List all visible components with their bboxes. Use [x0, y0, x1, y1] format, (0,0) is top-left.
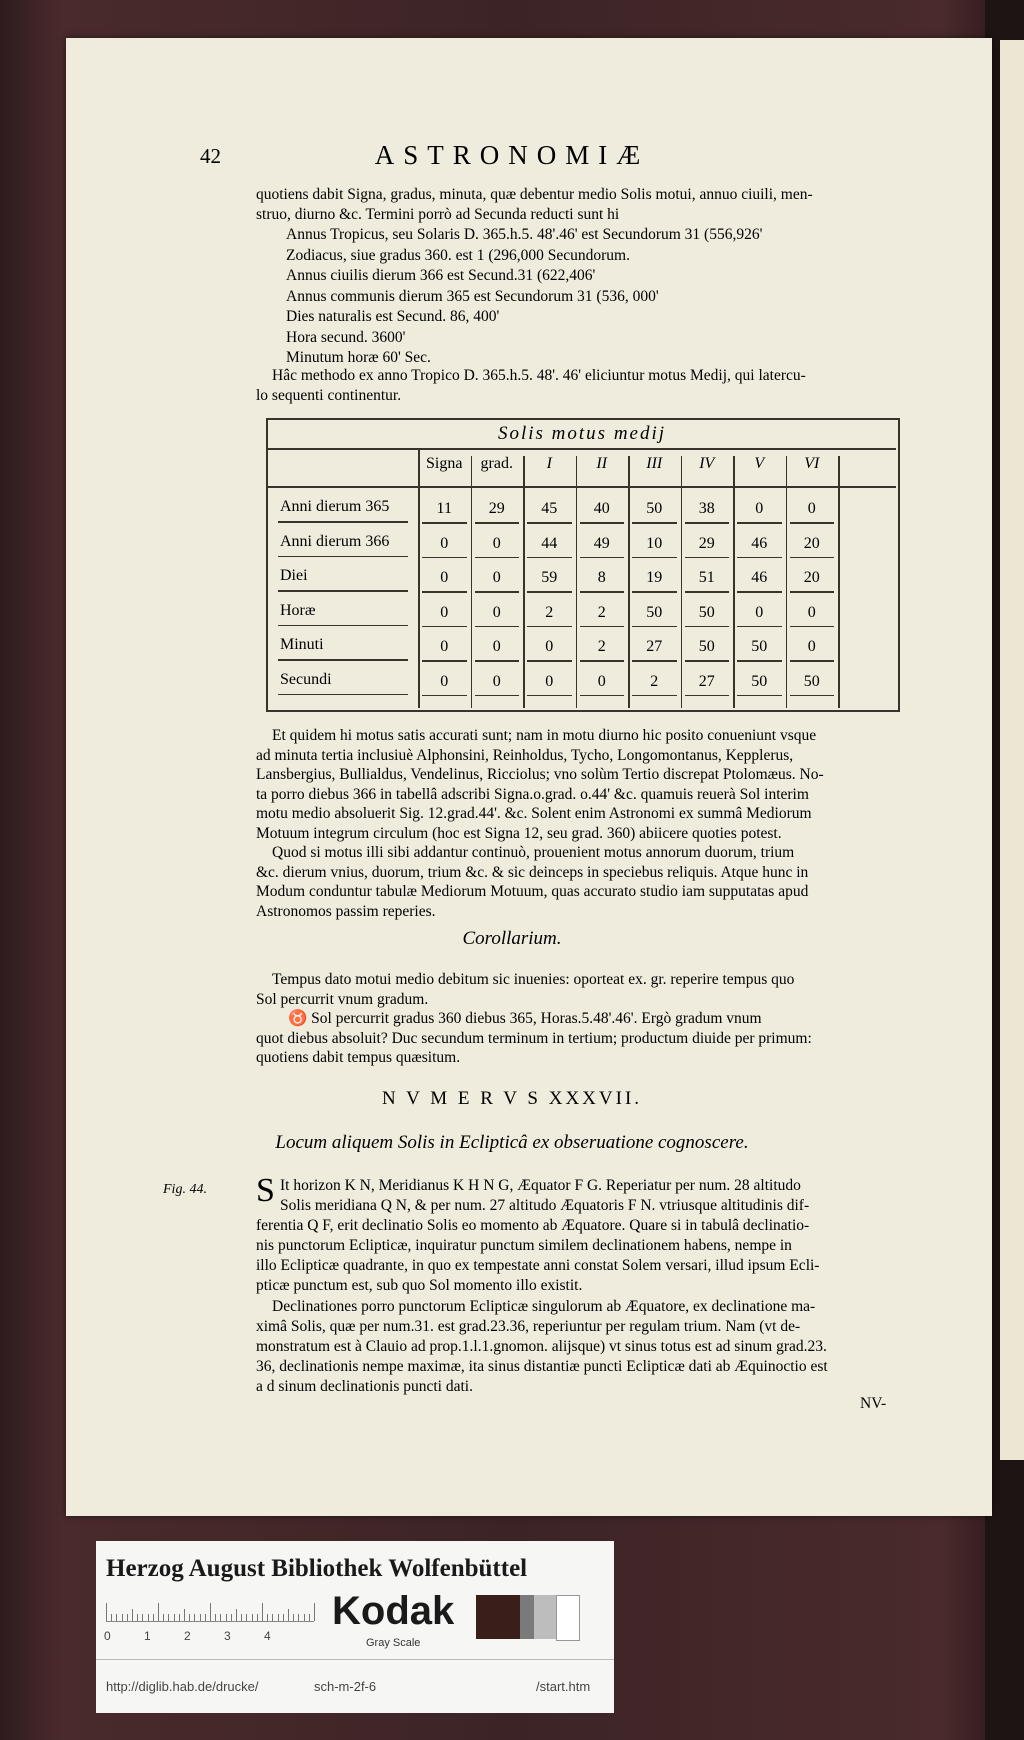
ruler-tick: [236, 1609, 237, 1621]
ruler-number: 4: [264, 1629, 271, 1643]
ruler-tick: [200, 1614, 201, 1621]
table-cell: 0: [440, 603, 449, 621]
text-line: Solis meridiana Q N, & per num. 27 altitudo Æquatoris F N. vtriusque altitudinis dif-: [280, 1197, 810, 1214]
row-rule: [278, 694, 408, 696]
ruler-tick: [241, 1614, 242, 1621]
table-cell: 0: [440, 534, 449, 552]
cell-rule: [422, 695, 467, 697]
column-header: IV: [699, 455, 715, 472]
cell-rule: [527, 695, 572, 697]
ruler-tick: [226, 1614, 227, 1621]
row-label: Anni dierum 366: [280, 532, 390, 550]
numerus-title: N V M E R V S XXXVII.: [381, 1088, 643, 1109]
column-header: VI: [804, 455, 820, 472]
row-rule: [278, 625, 408, 627]
ruler-tick: [262, 1603, 263, 1621]
table-cell: 0: [807, 638, 816, 655]
ruler-tick: [309, 1614, 310, 1621]
row-label: Diei: [280, 567, 308, 584]
row-label: Minuti: [280, 636, 324, 653]
ruler-tick: [278, 1614, 279, 1621]
ruler-tick: [210, 1603, 211, 1621]
text-line: Sol percurrit vnum gradum.: [256, 990, 429, 1008]
text-line: Dies naturalis est Secund. 86, 400': [286, 308, 500, 325]
cell-rule: [475, 522, 520, 524]
cell-rule: [790, 522, 835, 524]
cell-rule: [790, 660, 835, 662]
ruler-tick: [231, 1614, 232, 1621]
cell-rule: [737, 626, 782, 628]
text-line: quotiens dabit Signa, gradus, minuta, quæ debentur medio Solis motui, annuo ciuili, men-: [256, 186, 813, 203]
text-line: ♉ Sol percurrit gradus 360 diebus 365, Horas.5.48'.46'. Ergò gradum vnum: [288, 1010, 762, 1027]
ruler-number: 1: [144, 1629, 151, 1643]
cell-rule: [632, 557, 677, 559]
ruler-tick: [288, 1609, 289, 1621]
text-line: Hora secund. 3600': [286, 328, 406, 346]
table-cell: 0: [440, 569, 449, 586]
table-cell: 29: [488, 500, 505, 517]
ruler-number: 2: [184, 1629, 191, 1643]
url-end: /start.htm: [536, 1679, 591, 1694]
table-cell: 0: [492, 534, 501, 552]
catchword: NV-: [860, 1395, 887, 1412]
table-cell: 2: [597, 638, 606, 655]
cell-rule: [527, 591, 572, 593]
cell-rule: [422, 626, 467, 628]
cell-rule: [737, 591, 782, 593]
cell-rule: [580, 522, 625, 524]
row-rule: [278, 556, 408, 558]
ruler-tick: [158, 1603, 159, 1621]
running-head: ASTRONOMIÆ: [374, 140, 650, 170]
text-line: Hâc methodo ex anno Tropico D. 365.h.5. 48'. 46' eliciuntur motus Medij, qui latercu-: [272, 367, 806, 384]
cell-rule: [685, 626, 730, 628]
ruler-tick: [174, 1614, 175, 1621]
ruler-tick: [272, 1614, 273, 1621]
card-divider: [96, 1659, 614, 1660]
text-line: 36, declinationis nempe maximæ, ita sinus distantiæ puncti Eclipticæ dati ab Æquinoctio est: [256, 1358, 828, 1375]
table-cell: 38: [698, 500, 715, 517]
cell-rule: [580, 591, 625, 593]
table-cell: 20: [803, 534, 820, 552]
url-base: http://diglib.hab.de/drucke/: [106, 1679, 259, 1694]
column-header: V: [754, 455, 765, 472]
table-column-rule: [418, 448, 420, 708]
cell-rule: [580, 557, 625, 559]
table-column-rule: [733, 456, 735, 708]
column-header: II: [596, 455, 608, 472]
library-name: Herzog August Bibliothek Wolfenbüttel: [106, 1555, 528, 1582]
cell-rule: [422, 660, 467, 662]
column-header: grad.: [480, 455, 513, 472]
cell-rule: [685, 695, 730, 697]
gray-patch: [534, 1595, 556, 1639]
ruler-tick: [298, 1614, 299, 1621]
table-cell: 50: [751, 672, 768, 690]
cell-rule: [527, 557, 572, 559]
text-line: Zodiacus, siue gradus 360. est 1 (296,000 Secundorum.: [286, 246, 630, 264]
gray-patch: [476, 1595, 520, 1639]
row-label: Secundi: [280, 670, 332, 688]
scale-ruler: [106, 1601, 314, 1622]
table-cell: 0: [545, 638, 554, 655]
ruler-number: 3: [224, 1629, 231, 1643]
facing-page-sliver: [1000, 40, 1024, 1460]
gray-scale-label: Gray Scale: [366, 1637, 421, 1649]
text-line: Minutum horæ 60' Sec.: [286, 349, 431, 366]
cell-rule: [580, 695, 625, 697]
cell-rule: [737, 695, 782, 697]
text-line: quot diebus absoluit? Duc secundum terminum in tertium; productum diuide per primum:: [256, 1029, 812, 1047]
table-cell: 2: [597, 603, 606, 621]
text-line: Astronomos passim reperies.: [256, 902, 436, 920]
table-cell: 50: [751, 638, 768, 655]
text-line: ferentia Q F, erit declinatio Solis eo momento ab Æquatore. Quare si in tabulâ declinatio-: [256, 1217, 810, 1234]
ruler-tick: [304, 1614, 305, 1621]
ruler-tick: [111, 1614, 112, 1621]
table-caption: Solis motus medij: [497, 423, 667, 444]
table-cell: 50: [698, 638, 715, 655]
ruler-tick: [148, 1614, 149, 1621]
cell-rule: [422, 522, 467, 524]
gray-patch: [556, 1595, 580, 1641]
ruler-tick: [189, 1614, 190, 1621]
table-cell: 0: [492, 569, 501, 586]
table-cell: 0: [492, 672, 501, 690]
table-column-rule: [628, 456, 630, 708]
table-cell: 27: [698, 672, 715, 690]
text-line: Quod si motus illi sibi addantur continuò, prouenient motus annorum duorum, trium: [272, 844, 795, 861]
ruler-tick: [142, 1614, 143, 1621]
cell-rule: [790, 626, 835, 628]
text-line: ad minuta tertia inclusiuè Alphonsini, Reinholdus, Tycho, Longomontanus, Kepplerus,: [256, 746, 794, 764]
cell-rule: [685, 591, 730, 593]
gray-patch: [520, 1595, 534, 1639]
row-rule: [278, 659, 408, 661]
table-cell: 0: [492, 603, 501, 621]
page-number: 42: [200, 144, 221, 168]
text-line: ximâ Solis, quæ per num.31. est grad.23.36, reperiuntur per regulam trium. Nam (vt de-: [256, 1318, 801, 1335]
text-line: Tempus dato motui medio debitum sic inuenies: oporteat ex. gr. reperire tempus quo: [272, 971, 795, 988]
ruler-tick: [194, 1614, 195, 1621]
table-cell: 2: [545, 603, 554, 621]
table-column-rule: [786, 456, 788, 708]
cell-rule: [632, 695, 677, 697]
mean-motion-table: [266, 418, 898, 710]
text-line: nis punctorum Eclipticæ, inquiratur punctum similem declinationem habens, nempe in: [256, 1237, 792, 1254]
cell-rule: [580, 660, 625, 662]
table-cell: 50: [803, 672, 820, 690]
table-cell: 51: [698, 569, 715, 586]
table-column-rule: [523, 456, 525, 708]
text-line: Annus communis dierum 365 est Secundorum 31 (536, 000': [286, 287, 659, 305]
ruler-tick: [179, 1614, 180, 1621]
text-line: a d sinum declinationis puncti dati.: [256, 1378, 473, 1395]
ruler-number: 0: [104, 1629, 111, 1643]
ruler-tick: [122, 1614, 123, 1621]
cell-rule: [737, 522, 782, 524]
drop-cap: S: [256, 1172, 275, 1209]
table-column-rule: [576, 456, 578, 708]
table-column-rule: [471, 456, 473, 708]
cell-rule: [475, 591, 520, 593]
ruler-tick: [163, 1614, 164, 1621]
numerus-subtitle: Locum aliquem Solis in Eclipticâ ex obseruatione cognoscere.: [275, 1132, 749, 1153]
text-line: Declinationes porro punctorum Eclipticæ singulorum ab Æquatore, ex declinatione ma-: [272, 1298, 816, 1315]
cell-rule: [527, 522, 572, 524]
cell-rule: [737, 557, 782, 559]
ruler-tick: [184, 1609, 185, 1621]
table-cell: 44: [541, 534, 558, 552]
table-cell: 19: [646, 569, 663, 586]
margin-figure-ref: Fig. 44.: [163, 1182, 207, 1197]
cell-rule: [632, 626, 677, 628]
table-cell: 59: [541, 569, 558, 586]
table-cell: 0: [807, 500, 816, 517]
cell-rule: [422, 557, 467, 559]
ruler-tick: [293, 1614, 294, 1621]
text-line: pticæ punctum est, sub quo Sol momento illo existit.: [256, 1277, 583, 1294]
cell-rule: [790, 695, 835, 697]
cell-rule: [737, 660, 782, 662]
table-cell: 0: [492, 638, 501, 655]
ruler-tick: [168, 1614, 169, 1621]
cell-rule: [475, 626, 520, 628]
ruler-tick: [246, 1614, 247, 1621]
cell-rule: [685, 557, 730, 559]
table-cell: 20: [803, 569, 820, 586]
column-header: III: [646, 455, 663, 472]
row-label: Anni dierum 365: [280, 498, 390, 515]
table-cell: 2: [650, 672, 659, 690]
table-cell: 46: [751, 534, 768, 552]
ruler-tick: [132, 1609, 133, 1621]
ruler-tick: [220, 1614, 221, 1621]
table-cell: 50: [698, 603, 715, 621]
row-label: Horæ: [280, 601, 316, 619]
cell-rule: [527, 626, 572, 628]
table-cell: 45: [541, 500, 558, 517]
table-cell: 10: [646, 534, 663, 552]
cell-rule: [422, 591, 467, 593]
cell-rule: [475, 660, 520, 662]
ruler-tick: [314, 1603, 315, 1621]
table-cell: 27: [646, 638, 663, 655]
ruler-tick: [127, 1614, 128, 1621]
ruler-tick: [257, 1614, 258, 1621]
text-line: illo Eclipticæ quadrante, in quo ex tempestate anni constat Solem versari, illud ipsum Ecli-: [256, 1257, 820, 1274]
table-cell: 50: [646, 500, 663, 517]
text-line: Lansbergius, Bullialdus, Vendelinus, Ricciolus; vno solùm Tertio discrepat Ptolomæus. No-: [256, 766, 824, 783]
text-line: &c. dierum vnius, duorum, trium &c. & sic deinceps in speciebus reliquis. Atque hunc in: [256, 863, 809, 881]
text-line: Modum conduntur tabulæ Mediorum Motuum, quas accurato studio iam supputatas apud: [256, 883, 809, 900]
ruler-tick: [252, 1614, 253, 1621]
text-line: motu medio absoluerit Sig. 12.grad.44'. &c. Solent enim Astronomi ex summâ Mediorum: [256, 805, 812, 822]
text-line: Et quidem hi motus satis accurati sunt; nam in motu diurno hic posito conueniunt vsque: [272, 727, 817, 744]
column-header: Signa: [426, 455, 463, 472]
table-cell: 0: [545, 672, 554, 690]
text-line: monstratum est à Clauio ad prop.1.l.1.gnomon. alijsque) vt sinus totus est ad sinum grad.23.: [256, 1338, 827, 1355]
table-cell: 0: [440, 672, 449, 690]
ruler-tick: [153, 1614, 154, 1621]
table-cell: 46: [751, 569, 768, 586]
table-cell: 0: [755, 603, 764, 621]
table-rule: [266, 486, 896, 488]
table-cell: 11: [436, 500, 452, 517]
table-cell: 0: [597, 672, 606, 690]
url-id: sch-m-2f-6: [314, 1679, 377, 1694]
text-line: Motuum integrum circulum (hoc est Signa 12, seu grad. 360) abiicere quoties potest.: [256, 824, 782, 842]
table-cell: 0: [807, 603, 816, 621]
ruler-tick: [116, 1614, 117, 1621]
cell-rule: [632, 591, 677, 593]
ruler-tick: [283, 1614, 284, 1621]
column-header: I: [546, 455, 552, 472]
row-rule: [278, 590, 408, 592]
cell-rule: [475, 695, 520, 697]
cell-rule: [475, 557, 520, 559]
table-cell: 29: [698, 534, 715, 552]
text-line: lo sequenti continentur.: [256, 387, 402, 404]
corollary-title: Corollarium.: [462, 928, 562, 949]
table-cell: 49: [593, 534, 610, 552]
cell-rule: [580, 626, 625, 628]
table-column-rule: [681, 456, 683, 708]
cell-rule: [632, 660, 677, 662]
table-cell: 8: [597, 569, 606, 586]
kodak-logo: Kodak: [332, 1589, 455, 1633]
ruler-tick: [106, 1603, 107, 1621]
table-column-rule: [838, 456, 840, 708]
cell-rule: [790, 591, 835, 593]
library-target-card: [96, 1541, 614, 1713]
text-line: quotiens dabit tempus quæsitum.: [256, 1049, 461, 1066]
ruler-tick: [215, 1614, 216, 1621]
row-rule: [278, 521, 408, 523]
cell-rule: [632, 522, 677, 524]
table-cell: 0: [440, 638, 449, 655]
cell-rule: [790, 557, 835, 559]
text-line: ta porro diebus 366 in tabellâ adscribi Signa.o.grad. o.44' &c. quamuis reuerà Sol interim: [256, 785, 809, 803]
table-rule: [266, 448, 896, 450]
text-line: It horizon K N, Meridianus K H N G, Æquator F G. Reperiatur per num. 28 altitudo: [280, 1177, 801, 1194]
cell-rule: [527, 660, 572, 662]
text-line: Annus Tropicus, seu Solaris D. 365.h.5. 48'.46' est Secundorum 31 (556,926': [286, 226, 763, 243]
table-cell: 0: [755, 500, 764, 517]
cell-rule: [685, 522, 730, 524]
ruler-tick: [137, 1614, 138, 1621]
text-line: struo, diurno &c. Termini porrò ad Secunda reducti sunt hi: [256, 206, 620, 223]
ruler-tick: [205, 1614, 206, 1621]
text-line: Annus ciuilis dierum 366 est Secund.31 (622,406': [286, 267, 596, 284]
table-cell: 40: [593, 500, 610, 517]
ruler-tick: [267, 1614, 268, 1621]
table-cell: 50: [646, 603, 663, 621]
cell-rule: [685, 660, 730, 662]
